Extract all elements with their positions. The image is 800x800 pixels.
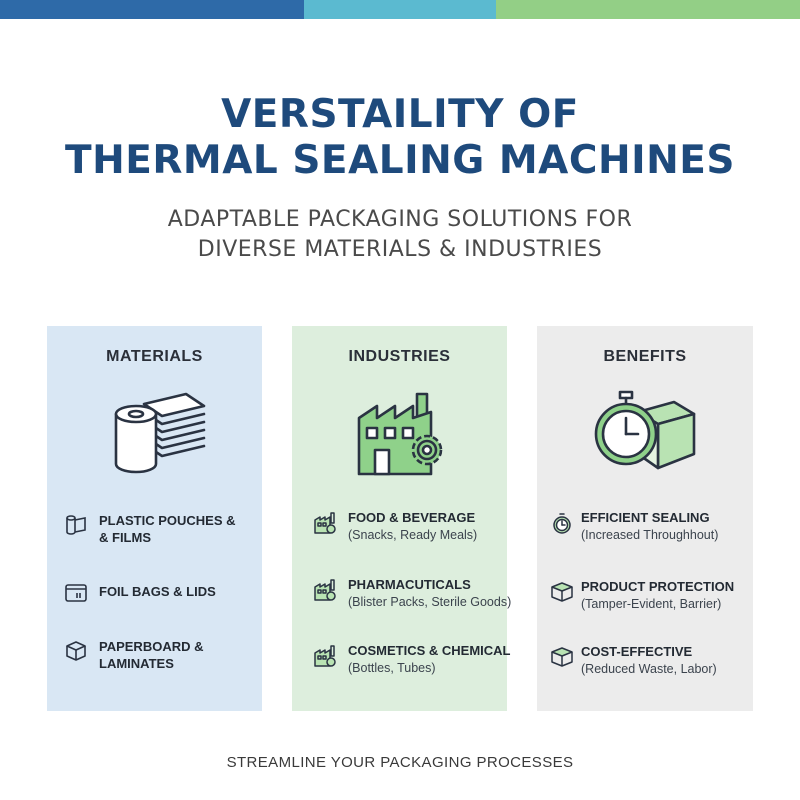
- materials-item-label: PLASTIC POUCHES &: [99, 513, 236, 528]
- page-subtitle-line-2: DIVERSE MATERIALS & INDUSTRIES: [197, 237, 603, 262]
- foil-bag-icon: [63, 580, 89, 606]
- industries-item-label: PHARMACUTICALS: [348, 577, 471, 592]
- materials-card: [47, 326, 262, 711]
- benefits-item-label: PRODUCT PROTECTION: [581, 579, 735, 594]
- factory-icon: [312, 577, 338, 603]
- benefits-card-title: BENEFITS: [603, 348, 687, 365]
- roll-and-sheets-icon: [100, 388, 210, 478]
- benefits-card: [537, 326, 753, 711]
- benefits-item-label: EFFICIENT SEALING: [581, 510, 710, 525]
- industries-card: [292, 326, 512, 711]
- page-subtitle: [0, 205, 800, 265]
- roll-icon: [63, 512, 89, 538]
- page-title-line-2: THERMAL SEALING MACHINES: [65, 138, 735, 183]
- industries-item-label: COSMETICS & CHEMICAL: [348, 643, 511, 658]
- box-icon: [63, 638, 89, 664]
- package-icon: [549, 579, 575, 605]
- benefits-item-detail: (Reduced Waste, Labor): [581, 662, 717, 676]
- factory-icon: [312, 510, 338, 536]
- factory-icon: [312, 643, 338, 669]
- footer-tagline: STREAMLINE YOUR PACKAGING PROCESSES: [226, 754, 574, 771]
- benefits-item-label: COST-EFFECTIVE: [581, 644, 693, 659]
- materials-item-label-2: & FILMS: [99, 530, 151, 545]
- stopwatch-icon: [549, 510, 575, 536]
- industries-item-label: FOOD & BEVERAGE: [348, 510, 476, 525]
- materials-item-label-2: LAMINATES: [99, 656, 174, 671]
- benefits-item-detail: (Tamper-Evident, Barrier): [581, 597, 722, 611]
- page-subtitle-line-1: ADAPTABLE PACKAGING SOLUTIONS FOR: [167, 207, 633, 232]
- materials-item-label: PAPERBOARD &: [99, 639, 204, 654]
- top-color-bar: [0, 0, 800, 19]
- top-bar-blue-segment: [0, 0, 304, 19]
- page-title-line-1: VERSTAILITY OF: [221, 92, 579, 137]
- industries-item-detail: (Blister Packs, Sterile Goods): [348, 595, 512, 609]
- stopwatch-box-icon: [590, 388, 700, 478]
- materials-item-label: FOIL BAGS & LIDS: [99, 584, 216, 599]
- industries-item-detail: (Bottles, Tubes): [348, 661, 436, 675]
- top-bar-green-segment: [496, 0, 800, 19]
- benefits-item-detail: (Increased Throughhout): [581, 528, 719, 542]
- page-title: [0, 92, 800, 184]
- industries-card-title: INDUSTRIES: [348, 348, 451, 365]
- materials-card-title: MATERIALS: [106, 348, 203, 365]
- industries-item-detail: (Snacks, Ready Meals): [348, 528, 478, 542]
- factory-gear-icon: [345, 388, 455, 478]
- top-bar-teal-segment: [304, 0, 496, 19]
- package-icon: [549, 644, 575, 670]
